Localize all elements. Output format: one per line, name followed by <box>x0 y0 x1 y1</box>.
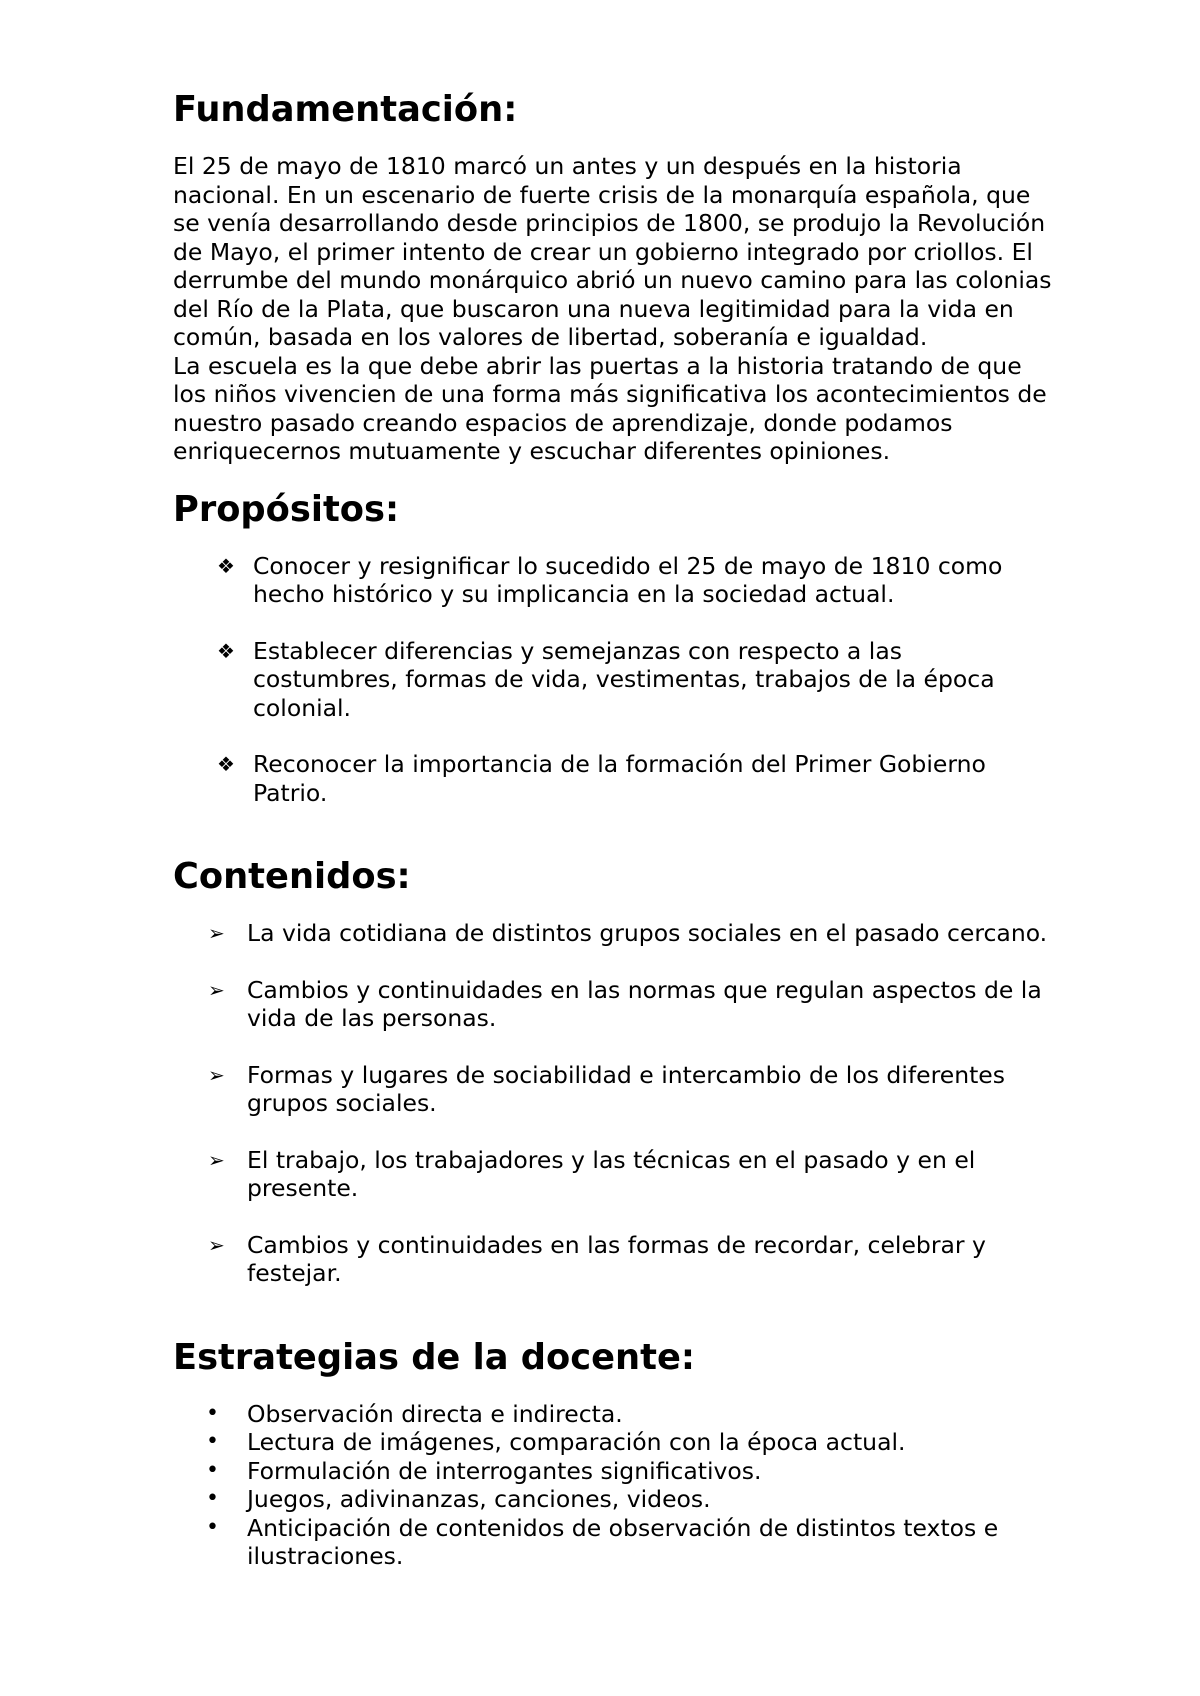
dot-bullet-icon: • <box>206 1514 219 1540</box>
list-item-text: Establecer diferencias y semejanzas con respecto a las costumbres, formas de vida, vestimentas, trabajos de la época colonial. <box>253 636 995 722</box>
document-page <box>173 89 1053 1571</box>
list-item-text: Reconocer la importancia de la formación del Primer Gobierno Patrio. <box>253 750 986 807</box>
fundamentacion-paragraph-1: El 25 de mayo de 1810 marcó un antes y un después en la historia nacional. En un escenario de fuerte crisis de la monarquía española, que se venía desarrollando desde principios de 1800, se produjo la Revolución de Mayo, el primer intento de crear un gobierno integrado por criollos. El derrumbe del mundo monárquico abrió un nuevo camino para las colonias del Río de la Plata, que buscaron una nueva legitimidad para la vida en común, basada en los valores de libertad, soberanía e igualdad. <box>173 152 1052 351</box>
list-item <box>173 750 1053 807</box>
dot-bullet-icon: • <box>206 1429 219 1454</box>
estrategias-list <box>173 1400 1053 1571</box>
list-item-text: Lectura de imágenes, comparación con la época actual. <box>247 1428 906 1456</box>
list-item-text: Formulación de interrogantes significativos. <box>247 1456 762 1485</box>
list-item <box>173 1514 1053 1571</box>
arrow-bullet-icon: ➢ <box>208 1062 225 1087</box>
arrow-bullet-icon: ➢ <box>208 1232 225 1257</box>
fundamentacion-heading: Fundamentación: <box>173 89 518 130</box>
dot-bullet-icon: • <box>206 1457 219 1483</box>
dot-bullet-icon: • <box>206 1400 219 1426</box>
diamond-bullet-icon: ❖ <box>217 638 235 663</box>
list-item <box>173 1061 1053 1118</box>
list-item <box>173 976 1053 1033</box>
arrow-bullet-icon: ➢ <box>208 977 225 1002</box>
contenidos-heading: Contenidos: <box>173 856 411 897</box>
fundamentacion-paragraph-2: La escuela es la que debe abrir las puertas a la historia tratando de que los niños vivencien de una forma más significativa los acontecimientos de nuestro pasado creando espacios de aprendizaje, donde podamos enriquecernos mutuamente y escuchar diferentes opiniones. <box>173 351 1047 465</box>
list-item <box>173 1457 1053 1486</box>
list-item <box>173 1231 1053 1288</box>
dot-bullet-icon: • <box>206 1486 219 1511</box>
arrow-bullet-icon: ➢ <box>208 1147 225 1172</box>
diamond-bullet-icon: ❖ <box>217 553 235 578</box>
arrow-bullet-icon: ➢ <box>208 921 225 945</box>
list-item-text: Juegos, adivinanzas, canciones, videos. <box>247 1485 711 1513</box>
list-item <box>173 552 1053 609</box>
list-item <box>173 1400 1053 1429</box>
list-item-text: El trabajo, los trabajadores y las técnicas en el pasado y en el presente. <box>247 1145 976 1202</box>
list-item-text: Cambios y continuidades en las formas de recordar, celebrar y festejar. <box>247 1230 986 1287</box>
list-item-text: Conocer y resignificar lo sucedido el 25 de mayo de 1810 como hecho histórico y su implicancia en la sociedad actual. <box>253 551 1003 608</box>
propositos-heading: Propósitos: <box>173 488 400 530</box>
list-item-text: Observación directa e indirecta. <box>247 1399 623 1428</box>
list-item-text: Anticipación de contenidos de observación de distintos textos e ilustraciones. <box>247 1513 999 1570</box>
list-item <box>173 1428 1053 1457</box>
list-item-text: La vida cotidiana de distintos grupos sociales en el pasado cercano. <box>247 919 1048 947</box>
estrategias-heading: Estrategias de la docente: <box>173 1336 695 1378</box>
list-item-text: Cambios y continuidades en las normas que regulan aspectos de la vida de las personas. <box>247 975 1042 1032</box>
diamond-bullet-icon: ❖ <box>217 752 235 776</box>
list-item <box>173 637 1053 723</box>
list-item <box>173 919 1053 948</box>
list-item <box>173 1485 1053 1514</box>
list-item-text: Formas y lugares de sociabilidad e intercambio de los diferentes grupos sociales. <box>247 1060 1006 1117</box>
contenidos-list <box>173 919 1053 1288</box>
list-item <box>173 1146 1053 1203</box>
propositos-list <box>173 552 1053 808</box>
